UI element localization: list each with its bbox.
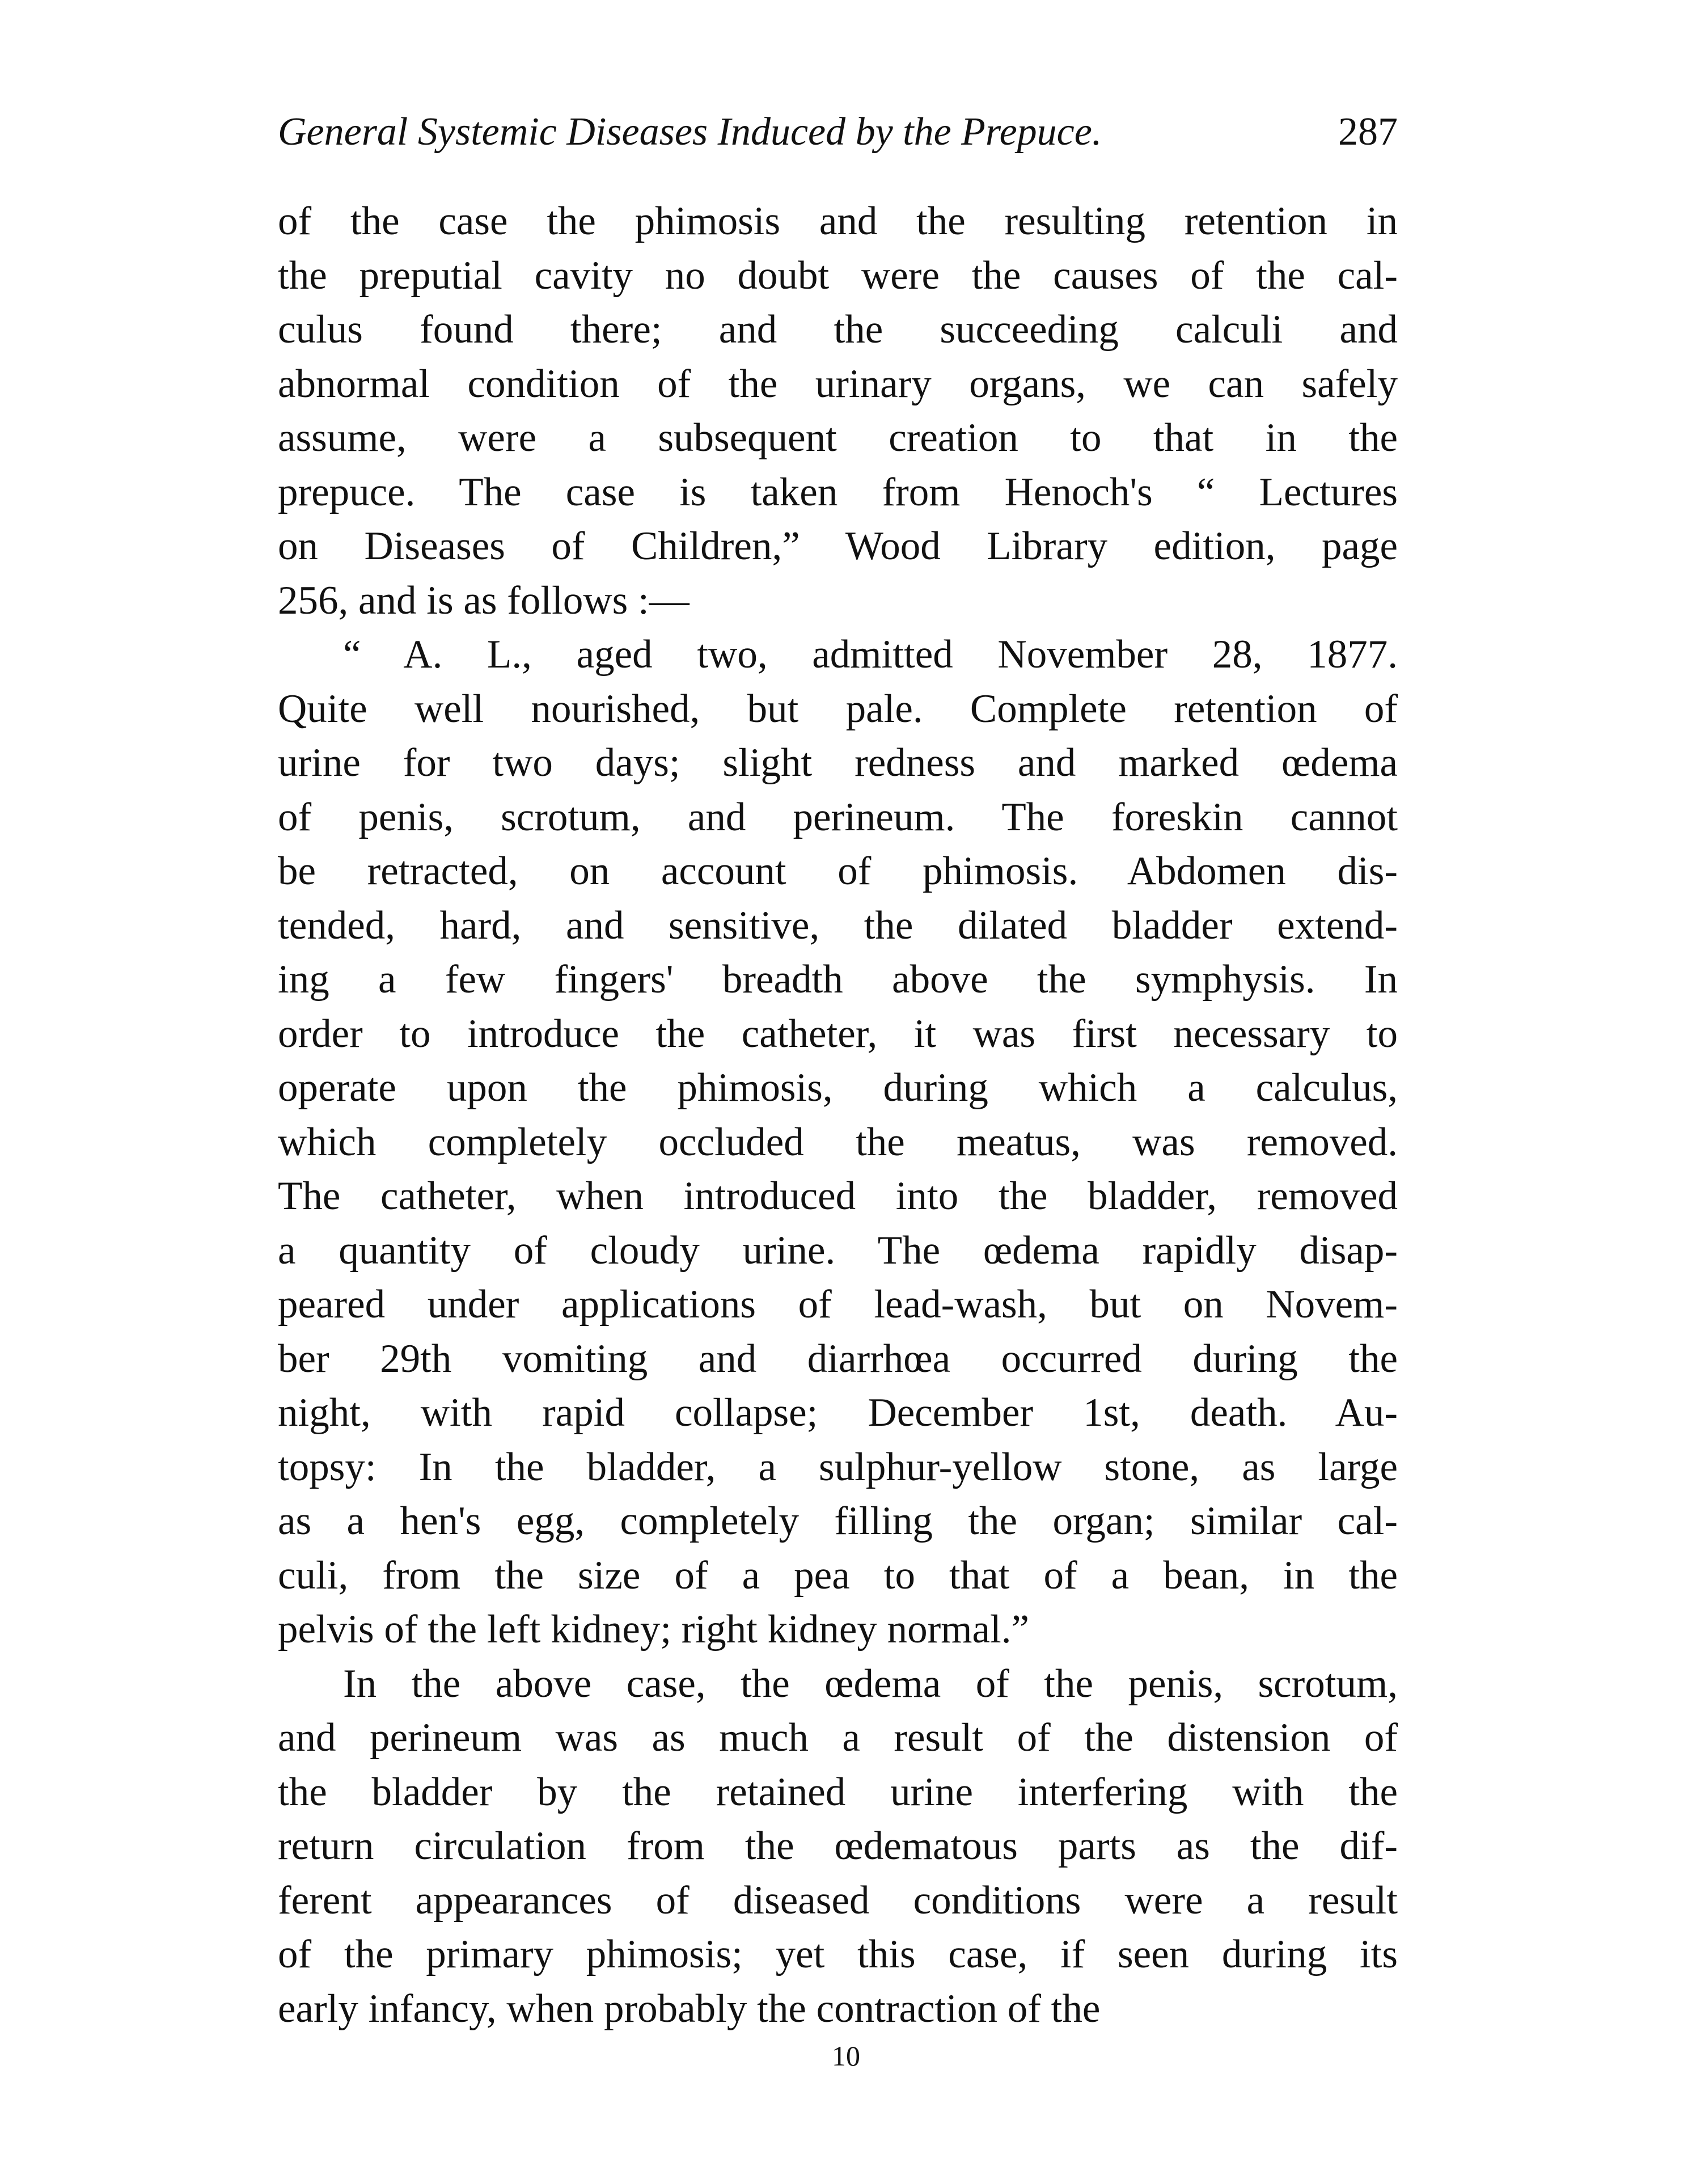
text-line: ing a few fingers' breadth above the symphysis. In [278,957,1398,1002]
text-line: ferent appearances of diseased conditions were a result [278,1878,1398,1923]
text-line: order to introduce the catheter, it was first necessary to [278,1011,1398,1056]
paragraph [278,1657,1398,2037]
text-line: prepuce. The case is taken from Henoch's “ Lectures [278,470,1398,514]
text-line: peared under applications of lead-wash, but on Novem- [278,1282,1398,1327]
text-line: on Diseases of Children,” Wood Library edition, page [278,524,1398,568]
text-line: topsy: In the bladder, a sulphur-yellow stone, as large [278,1444,1398,1489]
text-line: night, with rapid collapse; December 1st, death. Au- [278,1391,1398,1435]
body-text [278,195,1398,2036]
running-title: General Systemic Diseases Induced by the Prepuce. [278,110,1102,154]
text-line: The catheter, when introduced into the bladder, removed [278,1174,1398,1218]
text-line: which completely occluded the meatus, was removed. [278,1120,1398,1164]
text-line: culus found there; and the succeeding calculi and [278,307,1398,352]
text-line: ber 29th vomiting and diarrhœa occurred during the [278,1336,1398,1381]
text-line: a quantity of cloudy urine. The œdema rapidly disap- [278,1228,1398,1273]
text-line: of the case the phimosis and the resulting retention in [278,199,1398,243]
paragraph [278,195,1398,628]
text-line: operate upon the phimosis, during which a calculus, [278,1066,1398,1110]
text-line: the preputial cavity no doubt were the causes of the cal- [278,253,1398,298]
text-line: assume, were a subsequent creation to that in the [278,416,1398,460]
text-line: 256, and is as follows :— [278,578,690,623]
running-header [278,105,1398,159]
signature-mark: 10 [832,2040,860,2072]
text-line: pelvis of the left kidney; right kidney normal.” [278,1607,1030,1651]
text-line: as a hen's egg, completely filling the organ; similar cal- [278,1499,1398,1543]
text-line: the bladder by the retained urine interfering with the [278,1769,1398,1814]
text-line: of the primary phimosis; yet this case, if seen during its [278,1932,1398,1976]
text-line: be retracted, on account of phimosis. Abdomen dis- [278,849,1398,893]
text-line: culi, from the size of a pea to that of a bean, in the [278,1553,1398,1598]
text-line: tended, hard, and sensitive, the dilated bladder extend- [278,903,1398,948]
text-line: In the above case, the œdema of the penis, scrotum, [343,1661,1398,1706]
text-line: abnormal condition of the urinary organs, we can safely [278,361,1398,406]
text-line: early infancy, when probably the contraction of the [278,1986,1101,2031]
text-line: of penis, scrotum, and perineum. The foreskin cannot [278,795,1398,839]
paragraph [278,628,1398,1657]
text-line: urine for two days; slight redness and marked œdema [278,741,1398,785]
text-line: and perineum was as much a result of the distension of [278,1716,1398,1760]
text-line: return circulation from the œdematous parts as the dif- [278,1824,1398,1868]
page-number: 287 [1338,110,1398,154]
text-line: Quite well nourished, but pale. Complete retention of [278,686,1398,731]
text-line: “ A. L., aged two, admitted November 28, 1877. [343,632,1398,677]
